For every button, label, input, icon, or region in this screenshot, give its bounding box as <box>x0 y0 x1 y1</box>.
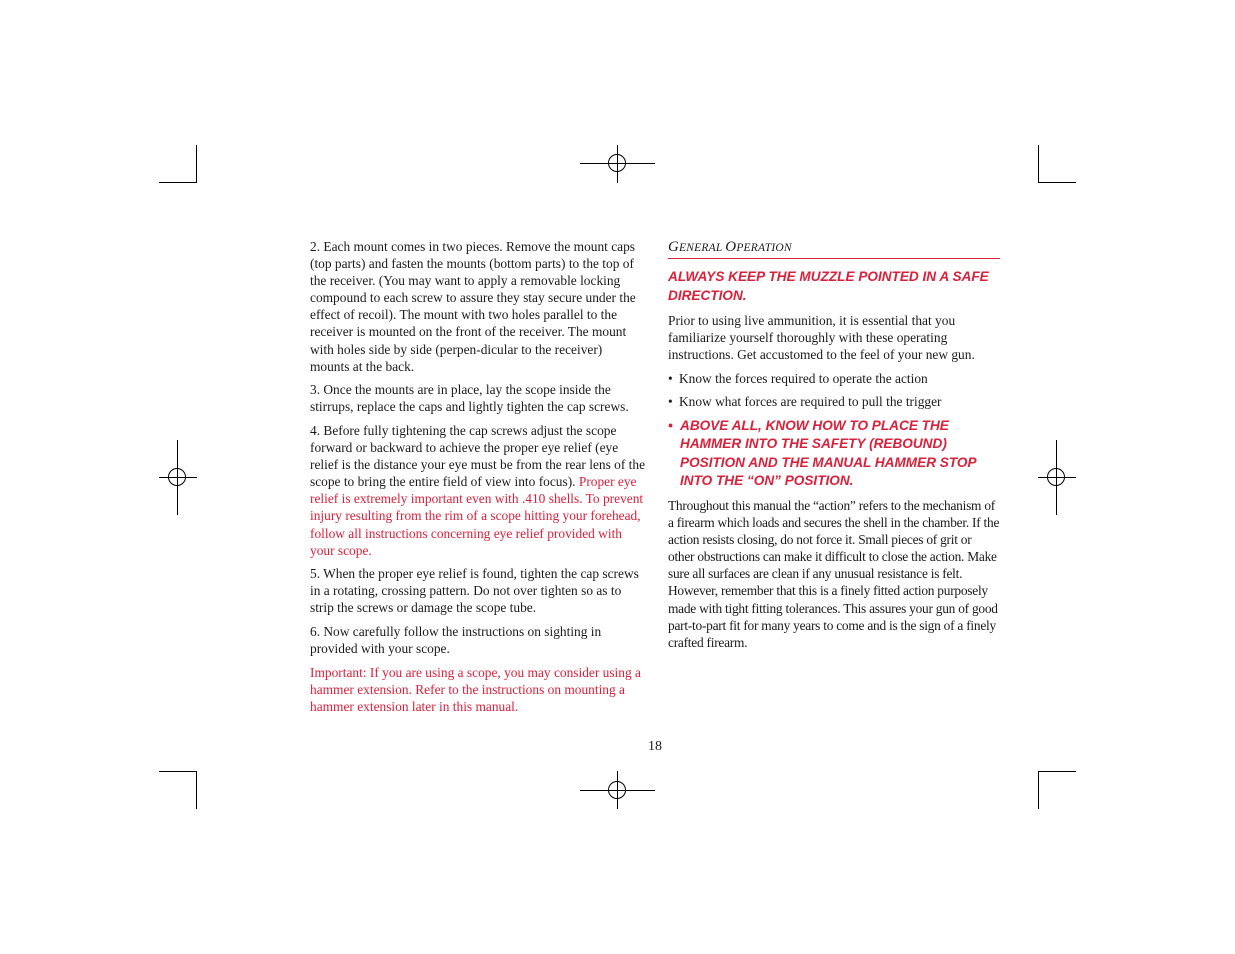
scope-placement-paragraph: 3. Once the mounts are in place, lay the scope inside the stirrups, replace the caps and lightly tighten the cap screws. <box>310 382 629 415</box>
hammer-extension-note: Important: If you are using a scope, you may consider using a hammer extension. Refer to the instructions on mounting a hammer extension later in this manual. <box>310 664 641 714</box>
crop-mark <box>1038 771 1039 809</box>
registration-circle <box>608 154 626 172</box>
hammer-safety-warning: • ABOVE ALL, KNOW HOW TO PLACE THE HAMMER INTO THE SAFETY (REBOUND) POSITION AND THE MANUAL HAMMER STOP INTO THE “ON” POSITION. <box>668 417 1000 491</box>
crop-mark <box>196 145 197 183</box>
left-column <box>310 238 645 721</box>
list-item: • Know what forces are required to pull the trigger <box>668 394 942 410</box>
bullet-icon: • <box>668 417 673 433</box>
right-column <box>668 238 1000 657</box>
sighting-paragraph: 6. Now carefully follow the instructions on sighting in provided with your scope. <box>310 623 602 657</box>
action-paragraph: Throughout this manual the “action” refers to the mechanism of a firearm which loads and secures the shell in the chamber. If the action resists closing, do not force it. Small pieces of grit or other obstructions can make it difficult to close the action. Make sure all surfaces are clean if any unusual resistance is felt. However, remember that this is a finely fitted action purposely made with tight fitting tolerances. This assures your gun of good part-to-part fit for many years to come and is the sign of a finely crafted firearm. <box>668 497 1000 650</box>
eye-relief-paragraph <box>310 422 645 559</box>
mount-paragraph: 2. Each mount comes in two pieces. Remove the mount caps (top parts) and fasten the mounts (bottom parts) to the top of the receiver. (You may want to apply a removable locking compound to each screw to assure they stay secure under the effect of recoil). The mount with two holes parallel to the receiver is mounted on the front of the receiver. The mount with holes side by side (perpen-dicular to the receiver) mounts at the back. <box>310 239 636 374</box>
list-item: • Know the forces required to operate the action <box>668 370 928 386</box>
bullet-icon: • <box>668 394 673 410</box>
crop-mark <box>1038 145 1039 183</box>
tighten-paragraph: 5. When the proper eye relief is found, tighten the cap screws in a rotating, crossing pattern. Do not over tighten so as to strip the screws or damage the scope tube. <box>310 566 639 616</box>
section-title: GENERAL OPERATION <box>668 238 1000 259</box>
crop-mark <box>159 182 197 183</box>
registration-circle <box>608 781 626 799</box>
crop-mark <box>1038 771 1076 772</box>
bullet-icon: • <box>668 370 673 386</box>
muzzle-warning: ALWAYS KEEP THE MUZZLE POINTED IN A SAFE DIRECTION. <box>668 269 989 303</box>
crop-mark <box>196 771 197 809</box>
page-number: 18 <box>648 739 662 754</box>
intro-paragraph: Prior to using live ammunition, it is essential that you familiarize yourself thoroughly with these operating instructions. Get accustomed to the feel of your new gun. <box>668 313 975 363</box>
eye-relief-warning: Proper eye relief is extremely important even with .410 shells. To prevent injury resulting from the rim of a scope hitting your forehead, follow all instructions concerning eye relief provided with your scope. <box>310 474 644 558</box>
eye-relief-text: 4. Before fully tightening the cap screws adjust the scope forward or backward to achieve the proper eye relief (eye relief is the distance your eye must be from the rear lens of the scope to bring the entire field of view into focus). <box>310 422 646 490</box>
registration-circle <box>1047 468 1065 486</box>
crop-mark <box>159 771 197 772</box>
registration-circle <box>168 468 186 486</box>
crop-mark <box>1038 182 1076 183</box>
